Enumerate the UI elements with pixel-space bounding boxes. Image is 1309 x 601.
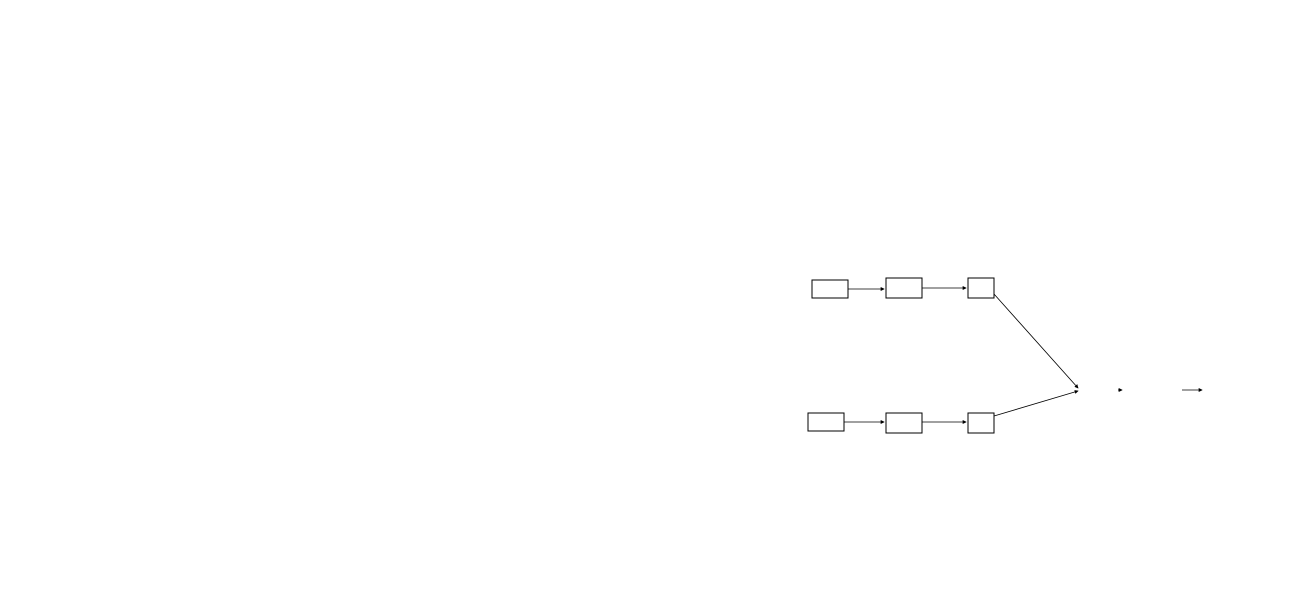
list-item (62, 457, 82, 481)
index-box-2 (968, 413, 994, 433)
hash-table-diagram (800, 238, 1280, 448)
list-item (62, 326, 82, 350)
index-box-1 (968, 278, 994, 298)
list-item (62, 99, 82, 123)
key-box-2 (808, 413, 844, 431)
key-box-1 (812, 280, 848, 298)
list-item (117, 198, 137, 222)
section-concept (41, 64, 59, 88)
list-item (117, 293, 137, 317)
list-item (117, 230, 137, 254)
list-item (62, 360, 82, 384)
list-item (117, 166, 137, 190)
list-item (117, 425, 137, 449)
list-item (117, 262, 137, 286)
hash-box-1 (886, 278, 922, 298)
key-item (62, 566, 82, 590)
list-item (117, 393, 137, 417)
hash-box-2 (886, 413, 922, 433)
section-key-points (41, 494, 59, 518)
list-item (62, 133, 82, 157)
key-item (62, 532, 82, 556)
